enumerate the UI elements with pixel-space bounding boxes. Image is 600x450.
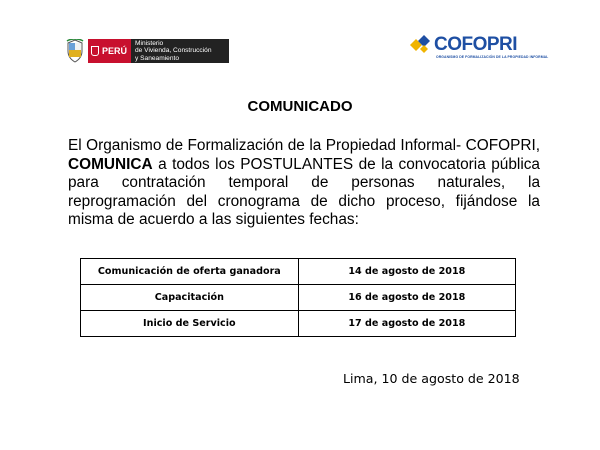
date-cell: 16 de agosto de 2018 <box>298 285 515 311</box>
body-bold-word: COMUNICA <box>68 155 153 173</box>
table-row <box>81 259 516 285</box>
activity-cell: Capacitación <box>81 285 299 311</box>
place-date-signoff: Lima, 10 de agosto de 2018 <box>343 371 520 386</box>
country-name: PERÚ <box>102 46 128 56</box>
body-rest: a todos los POSTULANTES de la convocatoria pública para contratación temporal de personas naturales, la reprogramación del cronograma de dicho proceso, fijándose la misma de acuerdo a las siguientes fechas: <box>68 155 540 229</box>
ministry-logo <box>66 38 229 64</box>
activity-cell: Inicio de Servicio <box>81 311 299 337</box>
announcement-body <box>68 137 540 230</box>
schedule-table <box>80 258 516 337</box>
peru-shield-icon <box>91 46 99 56</box>
date-cell: 17 de agosto de 2018 <box>298 311 515 337</box>
ministry-name <box>131 39 229 63</box>
cofopri-emblem-icon <box>408 35 434 55</box>
coat-of-arms-icon <box>66 39 84 63</box>
country-badge <box>88 39 131 63</box>
cofopri-subtitle: ORGANISMO DE FORMALIZACIÓN DE LA PROPIEDAD INFORMAL <box>436 55 549 59</box>
cofopri-logo <box>408 34 549 67</box>
ministry-line-3: y Saneamiento <box>135 54 180 62</box>
ministry-line-1: Ministerio <box>135 40 164 47</box>
table-row <box>81 285 516 311</box>
cofopri-wordmark: COFOPRI <box>434 34 518 55</box>
ministry-line-2: de Vivienda, Construcción <box>135 47 212 55</box>
activity-cell: Comunicación de oferta ganadora <box>81 259 299 285</box>
body-intro: El Organismo de Formalización de la Propiedad Informal- COFOPRI, <box>68 137 540 154</box>
document-title: COMUNICADO <box>247 98 353 115</box>
date-cell: 14 de agosto de 2018 <box>298 259 515 285</box>
table-row <box>81 311 516 337</box>
